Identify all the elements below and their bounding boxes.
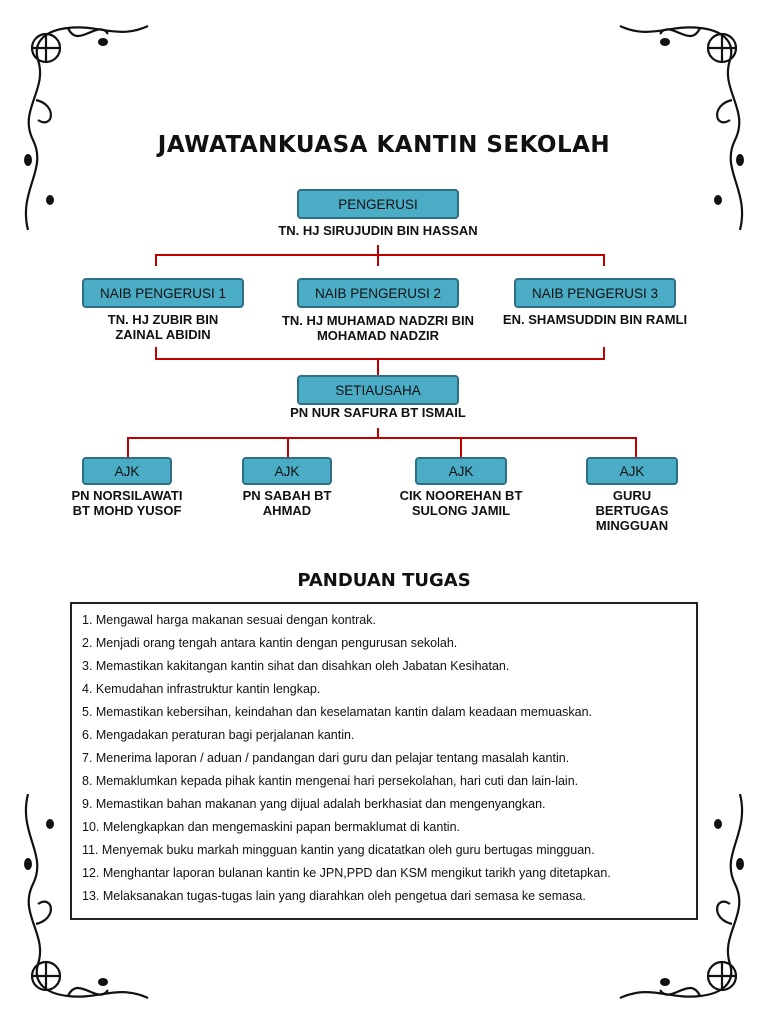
secretary-role-box: SETIAUSAHA [297,375,459,405]
member-4-role-box: AJK [586,457,678,485]
vice-chair-2-role-box: NAIB PENGERUSI 2 [297,278,459,308]
member-2-role-box: AJK [242,457,332,485]
connector-member3-drop [460,437,462,457]
corner-ornament-top-left [8,10,158,240]
secretary-name: PN NUR SAFURA BT ISMAIL [290,405,466,420]
chair-role-box: PENGERUSI [297,189,459,219]
member-3-name: CIK NOOREHAN BT SULONG JAMIL [399,488,523,518]
connector-vice-lower-horizontal [155,358,605,360]
connector-member2-drop [287,437,289,457]
member-4-name: GURU BERTUGAS MINGGUAN [595,488,669,533]
duty-item: 5. Memastikan kebersihan, keindahan dan keselamatan kantin dalam keadaan memuaskan. [82,705,593,719]
member-1-role-box: AJK [82,457,172,485]
duty-item: 1. Mengawal harga makanan sesuai dengan kontrak. [82,613,376,627]
duty-item: 7. Menerima laporan / aduan / pandangan dari guru dan pelajar tentang masalah kantin. [82,751,570,765]
connector-vice2-drop [377,254,379,266]
connector-member4-drop [635,437,637,457]
connector-vice1-drop [155,254,157,266]
vice-chair-3-role-box: NAIB PENGERUSI 3 [514,278,676,308]
duty-item: 13. Melaksanakan tugas-tugas lain yang diarahkan oleh pengetua dari semasa ke semasa. [82,889,586,903]
duty-item: 12. Menghantar laporan bulanan kantin ke JPN,PPD dan KSM mengikut tarikh yang ditetapkan. [82,866,611,880]
duty-item: 11. Menyemak buku markah mingguan kantin yang dicatatkan oleh guru bertugas mingguan. [82,843,595,857]
vice-chair-1-role-box: NAIB PENGERUSI 1 [82,278,244,308]
duty-item: 2. Menjadi orang tengah antara kantin dengan pengurusan sekolah. [82,636,458,650]
panduan-tugas-title: PANDUAN TUGAS [297,570,471,591]
vice-chair-1-name: TN. HJ ZUBIR BIN ZAINAL ABIDIN [107,312,219,342]
connector-members-horizontal [127,437,637,439]
connector-vice3-drop [603,254,605,266]
vice-chair-2-name: TN. HJ MUHAMAD NADZRI BIN MOHAMAD NADZIR [281,313,475,343]
duty-item: 9. Memastikan bahan makanan yang dijual adalah berkhasiat dan mengenyangkan. [82,797,546,811]
corner-ornament-top-right [610,10,760,240]
duty-item: 3. Memastikan kakitangan kantin sihat dan disahkan oleh Jabatan Kesihatan. [82,659,510,673]
member-2-name: PN SABAH BT AHMAD [242,488,332,518]
connector-to-secretary [377,358,379,376]
member-1-name: PN NORSILAWATI BT MOHD YUSOF [71,488,183,518]
duty-item: 4. Kemudahan infrastruktur kantin lengkap. [82,682,321,696]
duty-item: 10. Melengkapkan dan mengemaskini papan bermaklumat di kantin. [82,820,461,834]
duties-box [70,602,698,920]
vice-chair-3-name: EN. SHAMSUDDIN BIN RAMLI [502,312,688,327]
duty-item: 8. Memaklumkan kepada pihak kantin mengenai hari persekolahan, hari cuti dan lain-lain. [82,774,579,788]
chair-name: TN. HJ SIRUJUDIN BIN HASSAN [278,223,478,238]
member-3-role-box: AJK [415,457,507,485]
connector-vice-horizontal [155,254,605,256]
connector-member1-drop [127,437,129,457]
page-title: JAWATANKUASA KANTIN SEKOLAH [157,132,611,158]
duty-item: 6. Mengadakan peraturan bagi perjalanan kantin. [82,728,355,742]
